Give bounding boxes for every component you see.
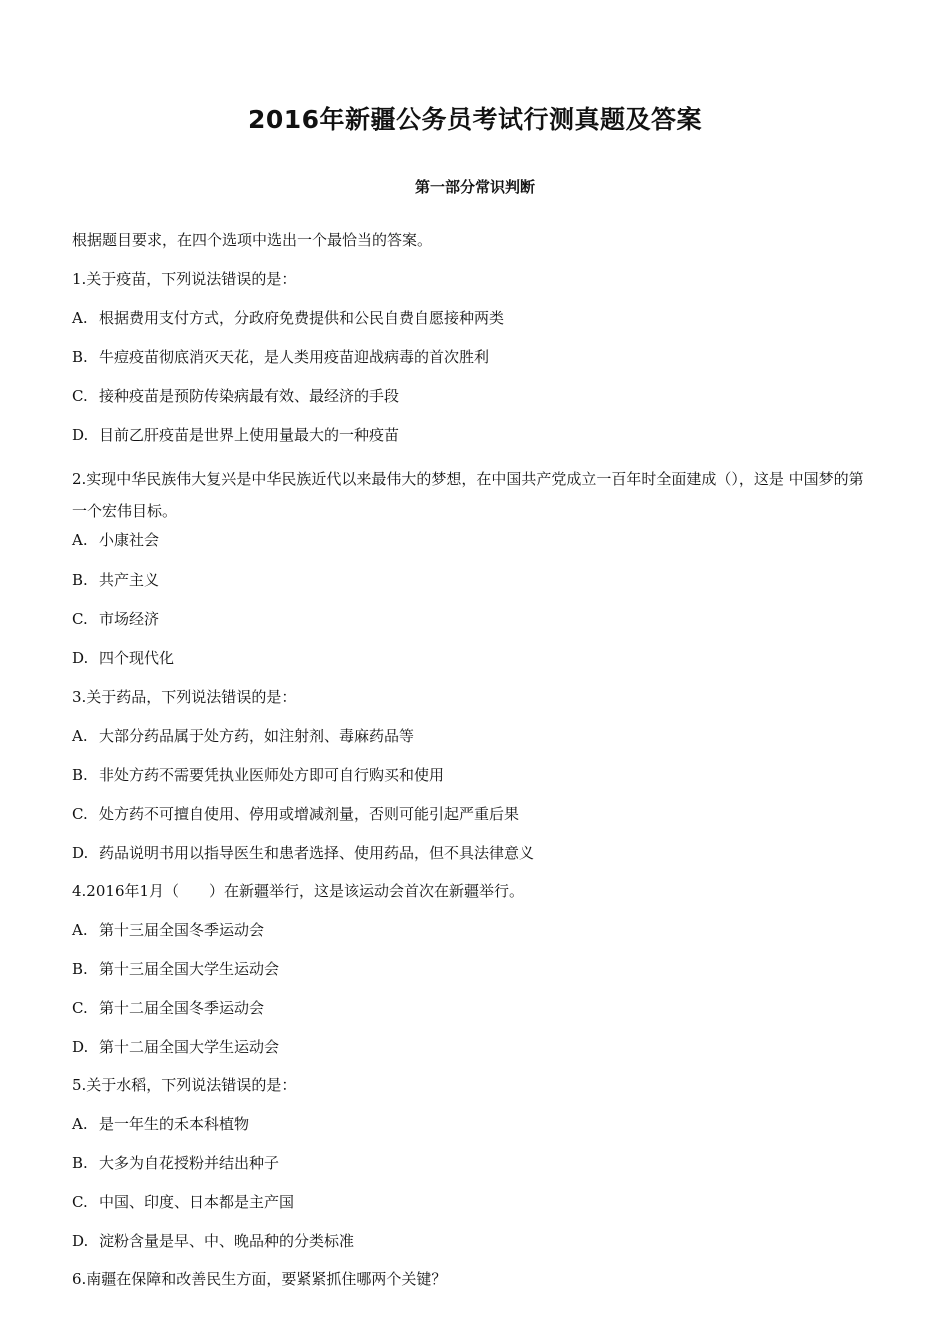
question-stem: 4.2016年1月（ ）在新疆举行，这是该运动会首次在新疆举行。 [72,882,525,900]
option-text: 大部分药品属于处方药，如注射剂、毒麻药品等 [99,727,415,745]
option-letter: B. [72,571,88,589]
option-letter: B. [72,348,88,366]
option-letter: B. [72,766,88,784]
option [72,570,159,590]
option-letter: C. [72,999,88,1017]
option-text: 中国、印度、日本都是主产国 [99,1193,295,1211]
option-text: 根据费用支付方式，分政府免费提供和公民自费自愿接种两类 [99,309,505,327]
option-letter: D. [72,649,89,667]
option-letter: D. [72,1038,89,1056]
option-text: 第十二届全国冬季运动会 [99,999,265,1017]
option-text: 处方药不可擅自使用、停用或增减剂量，否则可能引起严重后果 [99,805,520,823]
question-stem: 5.关于水稻，下列说法错误的是： [72,1076,297,1094]
section-title: 第一部分常识判断 [414,178,535,196]
option-text: 非处方药不需要凭执业医师处方即可自行购买和使用 [99,766,445,784]
option-text: 接种疫苗是预防传染病最有效、最经济的手段 [99,387,400,405]
option-text: 药品说明书用以指导医生和患者选择、使用药品，但不具法律意义 [99,844,535,862]
question-stem: 1.关于疫苗，下列说法错误的是： [72,270,297,288]
question-stem: 3.关于药品，下列说法错误的是： [72,688,297,706]
option [72,920,264,940]
option-letter: A. [72,727,88,745]
option-text: 第十三届全国大学生运动会 [99,960,280,978]
option-text: 小康社会 [99,531,160,549]
option-text: 是一年生的禾本科植物 [99,1115,250,1133]
option-letter: A. [72,309,88,327]
option-letter: A. [72,1115,88,1133]
option [72,425,399,445]
option-letter: D. [72,426,89,444]
option [72,959,279,979]
option [72,998,264,1018]
option [72,1231,354,1251]
option-letter: D. [72,844,89,862]
option [72,308,504,328]
option-letter: C. [72,1193,88,1211]
option-text: 大多为自花授粉并结出种子 [99,1154,280,1172]
option [72,347,489,367]
option-letter: C. [72,805,88,823]
page-title: 2016年新疆公务员考试行测真题及答案 [247,105,703,134]
option [72,609,159,629]
option-text: 目前乙肝疫苗是世界上使用量最大的一种疫苗 [99,426,400,444]
option [72,843,534,863]
option [72,530,159,550]
question-stem: 2.实现中华民族伟大复兴是中华民族近代以来最伟大的梦想，在中国共产党成立一百年时全面建成（），这是 中国梦的第一个宏伟目标。 [72,470,864,520]
option-text: 第十三届全国冬季运动会 [99,921,265,939]
option-text: 第十二届全国大学生运动会 [99,1038,280,1056]
option [72,1192,294,1212]
option [72,726,414,746]
option [72,648,174,668]
option-text: 牛痘疫苗彻底消灭天花，是人类用疫苗迎战病毒的首次胜利 [99,348,490,366]
option-text: 共产主义 [99,571,160,589]
option-letter: C. [72,610,88,628]
option [72,804,519,824]
option-text: 淀粉含量是早、中、晚品种的分类标准 [99,1232,355,1250]
option [72,1153,279,1173]
option-letter: D. [72,1232,89,1250]
option [72,1037,279,1057]
option [72,1114,249,1134]
option-text: 四个现代化 [99,649,175,667]
option-letter: A. [72,921,88,939]
option-letter: A. [72,531,88,549]
option-letter: B. [72,1154,88,1172]
option-letter: C. [72,387,88,405]
option [72,386,399,406]
question-stem: 6.南疆在保障和改善民生方面，要紧紧抓住哪两个关键？ [72,1270,447,1288]
option [72,765,444,785]
instruction: 根据题目要求，在四个选项中选出一个最恰当的答案。 [72,231,433,249]
option-text: 市场经济 [99,610,160,628]
option-letter: B. [72,960,88,978]
